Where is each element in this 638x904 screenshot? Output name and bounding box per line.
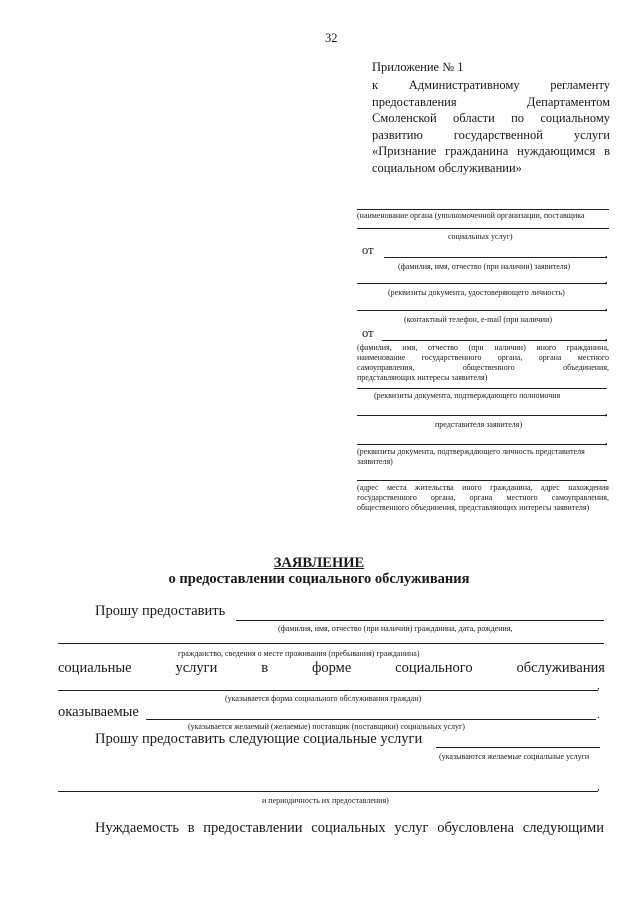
comma: , <box>597 781 600 793</box>
authority-hint: (реквизиты документа, подтверждающего полномочия <box>374 391 561 400</box>
id-document-hint: (реквизиты документа, удостоверяющего личность) <box>388 288 565 297</box>
appendix-line: «Признание гражданина нуждающимся в <box>372 144 610 158</box>
hint-line: общественного объединения, представляющих интересы заявителя) <box>357 503 590 512</box>
contacts-hint: (контактный телефон, e-mail (при наличии) <box>404 315 553 324</box>
word: услуги <box>175 660 218 676</box>
periodicity-hint: и периодичность их предоставления) <box>262 796 389 805</box>
statement-subtitle: о предоставлении социального обслуживания <box>168 571 470 587</box>
provider-field[interactable] <box>146 719 596 720</box>
form-line <box>58 660 605 677</box>
request-field[interactable] <box>236 620 604 621</box>
id-document-field[interactable] <box>357 283 607 284</box>
services-hint: (указываются желаемые социальные услуги <box>439 752 590 761</box>
rep-id-hint: (реквизиты документа, подтверждающего личность представителя <box>357 447 585 456</box>
form-hint: (указывается форма социального обслуживания граждан) <box>225 694 422 703</box>
appendix-title: Приложение № 1 <box>372 60 464 74</box>
authority-field-2[interactable] <box>357 415 607 416</box>
from-label: от <box>362 243 374 257</box>
word: форме <box>311 660 352 676</box>
citizen-details-field[interactable] <box>58 643 604 644</box>
hint-line: государственного органа, органа местного самоуправления, <box>357 493 609 502</box>
appendix-text <box>372 77 610 176</box>
hint-line: (адрес места жительства иного гражданина, адрес нахождения <box>357 483 609 492</box>
hint-line: представляющих интересы заявителя) <box>357 373 488 382</box>
services-label: Прошу предоставить следующие социальные услуги <box>95 731 423 747</box>
address-field[interactable] <box>357 480 607 481</box>
address-hint <box>357 483 609 513</box>
periodicity-field[interactable] <box>58 791 598 792</box>
authority-hint-2: представителя заявителя) <box>435 420 523 429</box>
word: социальные <box>58 660 132 676</box>
appendix-line: развитию государственной услуги <box>372 127 610 142</box>
provider-hint: (указывается желаемый (желаемые) поставщик (поставщики) социальных услуг) <box>188 722 465 731</box>
applicant-name-hint: (фамилия, имя, отчество (при наличии) заявителя) <box>398 262 571 271</box>
rep-id-hint-2: заявителя) <box>357 457 393 466</box>
comma: , <box>605 331 608 343</box>
from-label-2: от <box>362 326 374 340</box>
word: социального <box>395 660 473 676</box>
organ-field-line-2[interactable] <box>357 228 609 229</box>
word: обслуживания <box>516 660 605 676</box>
provided-label: оказываемые <box>58 704 139 720</box>
appendix-line: Смоленской области по социальному <box>372 111 610 125</box>
comma: , <box>605 274 608 286</box>
contacts-field[interactable] <box>357 310 607 311</box>
request-label: Прошу предоставить <box>95 603 226 619</box>
citizenship-hint: гражданство, сведения о месте проживания (пребывания) гражданина) <box>178 649 420 658</box>
rep-id-field[interactable] <box>357 444 607 445</box>
request-hint: (фамилия, имя, отчество (при наличии) гражданина, дата, рождения, <box>278 624 513 633</box>
comma: , <box>597 680 600 692</box>
hint-line: наименование государственного органа, органа местного <box>357 353 609 362</box>
authority-field[interactable] <box>357 388 607 389</box>
period: . <box>597 709 600 721</box>
services-field[interactable] <box>436 747 600 748</box>
appendix-line: социальном обслуживании» <box>372 160 522 175</box>
comma: , <box>605 406 608 418</box>
service-form-field[interactable] <box>58 690 598 691</box>
organ-field-line[interactable] <box>357 209 609 210</box>
comma: , <box>605 301 608 313</box>
appendix-line: предоставления Департаментом <box>372 94 610 109</box>
hint-line: (фамилия, имя, отчество (при наличии) иного гражданина, <box>357 343 609 352</box>
representative-field[interactable] <box>382 340 607 341</box>
statement-title: ЗАЯВЛЕНИЕ <box>273 555 365 571</box>
organ-hint: (наименование органа (уполномоченной организации, поставщика <box>357 211 585 220</box>
comma: , <box>605 435 608 447</box>
comma: , <box>605 248 608 260</box>
applicant-name-field[interactable] <box>384 257 607 258</box>
need-text: Нуждаемость в предоставлении социальных услуг обусловлена следующими <box>95 820 604 836</box>
hint-line: самоуправления, общественного объединения, <box>357 363 609 372</box>
organ-hint-2: социальных услуг) <box>448 232 513 241</box>
word: в <box>261 660 269 676</box>
page-number: 32 <box>325 31 338 45</box>
appendix-line: к Административному регламенту <box>372 78 610 92</box>
representative-hint <box>357 343 609 383</box>
